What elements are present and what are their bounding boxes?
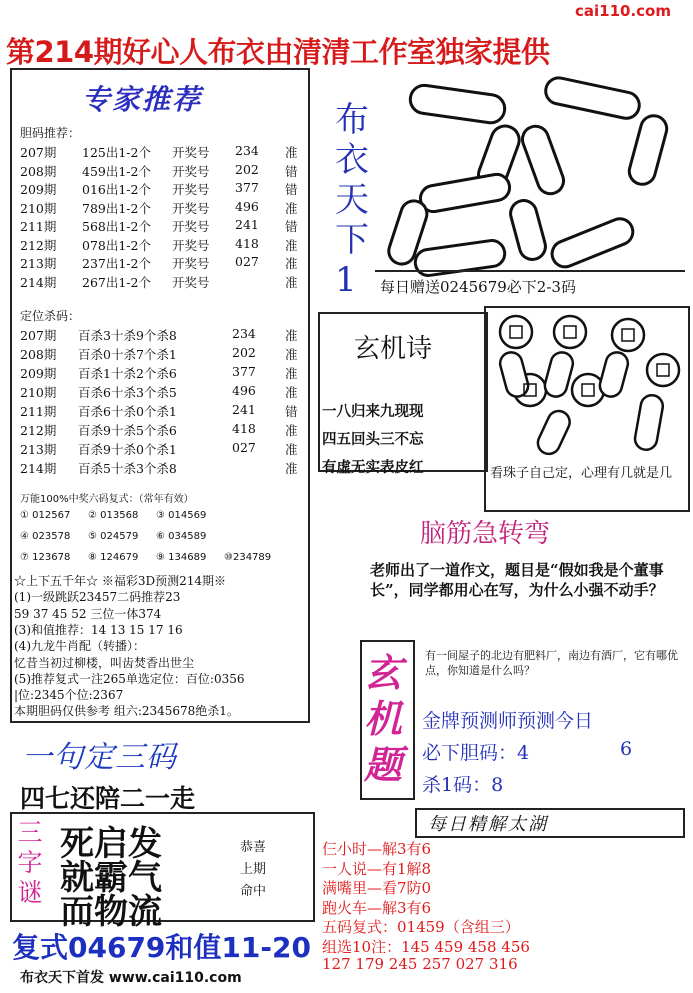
lake-line: 仨小时—解3有6 (322, 840, 432, 858)
dan-result: 准 (285, 274, 298, 290)
zimi-line: 就霸气 (60, 858, 162, 898)
dan-result: 错 (285, 219, 298, 234)
wanneng-cell: ⑥ 034589 (156, 531, 207, 542)
dan-pick: 078出1-2个 (82, 237, 151, 253)
coin-caption: 看珠子自己定，心理有几就是几 (490, 466, 673, 481)
pred-dan-second: 6 (620, 738, 633, 760)
dan-pick: 237出1-2个 (82, 256, 151, 271)
lake-line: 满嘴里—看7防0 (322, 879, 432, 897)
wanneng-cell: ② 013568 (88, 510, 139, 521)
digits-20-drawing (380, 70, 680, 280)
wanneng-cell: ⑩234789 (224, 552, 272, 563)
kill-label: 定位杀码： (20, 309, 81, 323)
poem-title: 玄机诗 (354, 334, 433, 364)
dan-pick: 568出1-2个 (82, 219, 151, 234)
xuanji-title: 玄机题 (364, 650, 403, 787)
kill-num: 418 (232, 421, 256, 436)
zimi-right: 恭喜 (240, 840, 267, 855)
dan-pick: 016出1-2个 (82, 182, 151, 197)
dan-period: 214期 (20, 274, 57, 290)
dan-result: 错 (285, 163, 298, 179)
kill-num: 027 (232, 440, 256, 455)
kill-result: 准 (285, 385, 298, 400)
dan-result: 准 (285, 237, 298, 253)
poem-line: 四五回头三不忘 (322, 432, 424, 448)
note-line: (4)九龙牛肖配（转播）： (14, 639, 145, 654)
note-line: (1)一级跳跃23457二码推荐23 (14, 590, 181, 605)
kill-result: 准 (285, 347, 298, 362)
xuanji-question: 有一间屋子的北边有肥料厂，南边有酒厂，它有哪优点，你知道是什么吗？ (425, 649, 678, 677)
dan-label-cell: 开奖号 (172, 200, 210, 216)
dan-num: 241 (235, 217, 259, 232)
dan-label-cell: 开奖号 (172, 256, 210, 271)
lake-title: 每日精解太湖 (428, 814, 548, 835)
kill-pick: 百杀9十杀0个杀1 (78, 442, 177, 457)
wanneng-cell: ⑧ 124679 (88, 552, 139, 563)
pred-kill: 杀1码：8 (422, 774, 504, 796)
note-line: (3)和值推荐：14 13 15 17 16 (14, 622, 183, 637)
zimi-panel (10, 812, 315, 922)
kill-period: 212期 (20, 423, 57, 438)
dan-period: 213期 (20, 256, 57, 271)
dan-num: 027 (235, 254, 259, 269)
dan-label-cell: 开奖号 (172, 163, 210, 179)
lake-line: 跑火车—解3有6 (322, 898, 432, 917)
dan-period: 211期 (20, 219, 57, 234)
kill-num: 234 (232, 326, 256, 341)
kill-period: 208期 (20, 347, 57, 362)
zimi-right: 命中 (240, 884, 267, 899)
dan-label-cell: 开奖号 (172, 182, 210, 197)
kill-num: 202 (232, 345, 256, 360)
zimi-line: 死启发 (60, 824, 162, 864)
dan-label-cell: 开奖号 (172, 145, 210, 160)
note-line: |位:2345个位:2367 (14, 688, 124, 703)
pred-title: 金牌预测师预测今日 (422, 710, 594, 732)
lake-line: 五码复式：01459（含组三） (322, 918, 520, 936)
poem-line: 一八归来九现现 (322, 404, 424, 420)
kill-result: 准 (285, 366, 298, 381)
zimi-title: 三字谜 (17, 818, 43, 907)
dan-num: 202 (235, 161, 259, 177)
kill-period: 210期 (20, 385, 57, 400)
butian-vertical: 布衣天下1 (335, 100, 369, 300)
kill-result: 错 (285, 404, 298, 419)
site-url[interactable]: cai110.com (575, 2, 671, 20)
kill-result: 准 (285, 461, 298, 476)
dan-num: 418 (235, 235, 259, 251)
coin-digits-drawing (488, 310, 686, 460)
kill-pick: 百杀5十杀3个杀8 (78, 461, 177, 476)
dan-period: 208期 (20, 163, 57, 179)
kill-result: 准 (285, 442, 298, 457)
wanneng-cell: ① 012567 (20, 510, 71, 521)
brain-title: 脑筋急转弯 (420, 519, 551, 549)
wanneng-cell: ③ 014569 (156, 510, 207, 521)
note-line: 59 37 45 52 三位一体374 (14, 606, 162, 621)
kill-num: 241 (232, 402, 256, 417)
dan-pick: 125出1-2个 (82, 145, 151, 160)
dan-result: 准 (285, 145, 298, 160)
wanneng-cell: ④ 023578 (20, 531, 71, 542)
note-line: ☆上下五千年☆ ※福彩3D预测214期※ (14, 574, 226, 588)
zimi-line: 而物流 (60, 892, 162, 932)
dan-result: 错 (285, 182, 298, 197)
dan-label-cell: 开奖号 (172, 274, 210, 290)
kill-pick: 百杀0十杀7个杀1 (78, 347, 177, 362)
riddle-text: 老师出了一道作文，题目是“假如我是个董事长”，同学都用心在写，为什么小强不动手？ (370, 561, 664, 599)
kill-num: 377 (232, 364, 256, 379)
kill-period: 213期 (20, 442, 57, 457)
kill-pick: 百杀9十杀5个杀6 (78, 423, 177, 438)
pred-dan: 必下胆码：4 (422, 742, 530, 764)
kill-result: 准 (285, 423, 298, 438)
kill-period: 209期 (20, 366, 57, 381)
lake-line: 127 179 245 257 027 316 (322, 955, 518, 973)
kill-pick: 百杀3十杀9个杀8 (78, 328, 177, 343)
lake-line: 一人说—有1解8 (322, 859, 432, 878)
dan-result: 准 (285, 256, 298, 271)
kill-num: 496 (232, 383, 256, 398)
kill-pick: 百杀6十杀0个杀1 (78, 404, 177, 419)
note-line: 忆昔当初过柳楼，叫齿焚香出世尘 (14, 655, 195, 670)
note-line: (5)推荐复式一注265单选定位：百位:0356 (14, 671, 245, 686)
dan-period: 209期 (20, 182, 57, 197)
dan-period: 212期 (20, 237, 57, 253)
expert-title: 专家推荐 (82, 83, 203, 116)
dan-result: 准 (285, 200, 298, 216)
kill-period: 211期 (20, 404, 57, 419)
kill-period: 214期 (20, 461, 57, 476)
dan-label-cell: 开奖号 (172, 237, 210, 253)
kill-period: 207期 (20, 328, 57, 343)
lake-line: 组选10注：145 459 458 456 (322, 937, 530, 956)
headline: 第214期好心人布衣由清清工作室独家提供 (6, 35, 550, 69)
daily-gift: 每日赠送0245679必下2-3码 (380, 278, 576, 296)
dan-label-cell: 开奖号 (172, 219, 210, 234)
yjd-answer: 四七还陪二一走 (20, 784, 196, 813)
fushi-banner: 复式04679和值11-20 (12, 931, 311, 964)
dan-num: 234 (235, 143, 259, 158)
dan-label: 胆码推荐： (20, 126, 81, 140)
dan-period: 210期 (20, 200, 57, 216)
zimi-right: 上期 (240, 862, 267, 877)
dan-pick: 789出1-2个 (82, 200, 151, 216)
dan-pick: 267出1-2个 (82, 274, 151, 290)
dan-period: 207期 (20, 145, 57, 160)
footer[interactable]: 布衣天下首发 www.cai110.com (20, 970, 242, 986)
kill-pick: 百杀6十杀3个杀5 (78, 385, 177, 400)
kill-pick: 百杀1十杀2个杀6 (78, 366, 177, 381)
yjd-title: 一句定三码 (22, 740, 177, 775)
kill-result: 准 (285, 328, 298, 343)
poem-line: 有虚无实表皮红 (322, 460, 424, 476)
note-line: 本期胆码仅供参考 组六:2345678绝杀1。 (14, 704, 239, 719)
wanneng-label: 万能100%中奖六码复式：（常年有效） (20, 494, 194, 505)
wanneng-cell: ⑤ 024579 (88, 531, 139, 542)
wanneng-cell: ⑦ 123678 (20, 552, 71, 563)
dan-num: 377 (235, 180, 259, 195)
dan-pick: 459出1-2个 (82, 163, 151, 179)
wanneng-cell: ⑨ 134689 (156, 552, 207, 563)
dan-num: 496 (235, 198, 259, 214)
